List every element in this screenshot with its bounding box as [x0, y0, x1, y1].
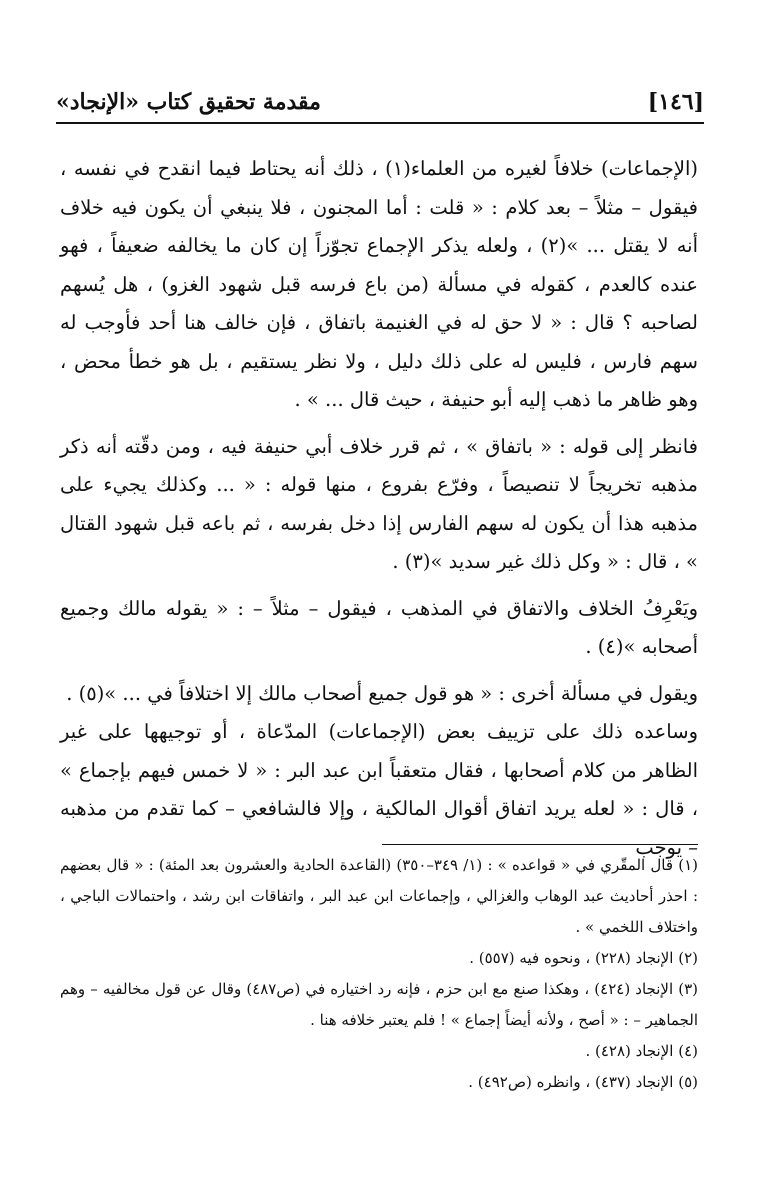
- footnote-separator: [382, 844, 698, 845]
- running-title: مقدمة تحقيق كتاب «الإنجاد»: [56, 89, 321, 115]
- footnotes: [60, 850, 698, 1098]
- main-text: [60, 150, 698, 867]
- paragraph-4: ويقول في مسألة أخرى : « هو قول جميع أصحاب مالك إلا اختلافاً في ... »(٥) .: [66, 681, 698, 705]
- paragraph-1: (الإجماعات) خلافاً لغيره من العلماء(١) ، ذلك أنه يحتاط فيما انقدح في نفسه ، فيقول – مثلاً – بعد كلام : « قلت : أما المجنون ، فلا ينبغي أن يكون فيه خلاف أنه لا يقتل ... »(٢) ، ولعله يذكر الإجماع تجوّزاً إن كان ما يخالفه ضعيفاً ، فهو عنده كالعدم ، كقوله في مسألة (من باع فرسه قبل شهود الغزو) ، هل يُسهم لصاحبه ؟ قال : « لا حق له في الغنيمة باتفاق ، فإن خالف هنا أحد فأوجب له سهم فارس ، فليس له على ذلك دليل ، ولا نظر يستقيم ، بل هو خطأ محض ، وهو ظاهر ما ذهب إليه أبو حنيفة ، حيث قال ... » .: [60, 157, 699, 411]
- paragraph-3: ويَعْرِفُ الخلاف والاتفاق في المذهب ، فيقول – مثلاً – : « يقوله مالك وجميع أصحابه »(٤) .: [60, 596, 698, 658]
- footnote-3: (٣) الإنجاد (٤٢٤) ، وهكذا صنع مع ابن حزم ، فإنه رد اختياره في (ص٤٨٧) وقال عن قول مخالفيه – وهم الجماهير – : « أصح ، ولأنه أيضاً إجماع » ! فلم يعتبر خلافه هنا .: [60, 980, 698, 1029]
- footnote-2: (٢) الإنجاد (٢٢٨) ، ونحوه فيه (٥٥٧) .: [469, 949, 698, 967]
- paragraph-2: فانظر إلى قوله : « باتفاق » ، ثم قرر خلاف أبي حنيفة فيه ، ومن دقّته أنه ذكر مذهبه تخريجاً لا تنصيصاً ، وفرّع بفروع ، منها قوله : « ... وكذلك يجيء على مذهبه هذا أن يكون له سهم الفارس إذا دخل بفرسه ، ثم باعه قبل شهود القتال » ، قال : « وكل ذلك غير سديد »(٣) .: [60, 434, 698, 573]
- paragraph-5: وساعده ذلك على تزييف بعض (الإجماعات) المدّعاة ، أو توجيهها على غير الظاهر من كلام أصحابها ، فقال متعقباً ابن عبد البر : « لا خمس فيهم بإجماع » ، قال : « لعله يريد اتفاق أقوال المالكية ، وإلا فالشافعي – كما تقدم من مذهبه – يوجب: [60, 720, 698, 859]
- page-number: [١٤٦]: [647, 89, 704, 115]
- footnote-1: (١) قال المقّري في « قواعده » : (١/ ٣٤٩–٣٥٠) (القاعدة الحادية والعشرون بعد المئة) : « قال بعضهم : احذر أحاديث عبد الوهاب والغزالي ، وإجماعات ابن عبد البر ، واتفاقات ابن رشد ، واحتمالات الباجي ، واختلاف اللخمي » .: [60, 856, 698, 936]
- footnote-5: (٥) الإنجاد (٤٣٧) ، وانظره (ص٤٩٢) .: [468, 1073, 698, 1091]
- footnote-4: (٤) الإنجاد (٤٢٨) .: [585, 1042, 698, 1060]
- page-header: [56, 82, 704, 124]
